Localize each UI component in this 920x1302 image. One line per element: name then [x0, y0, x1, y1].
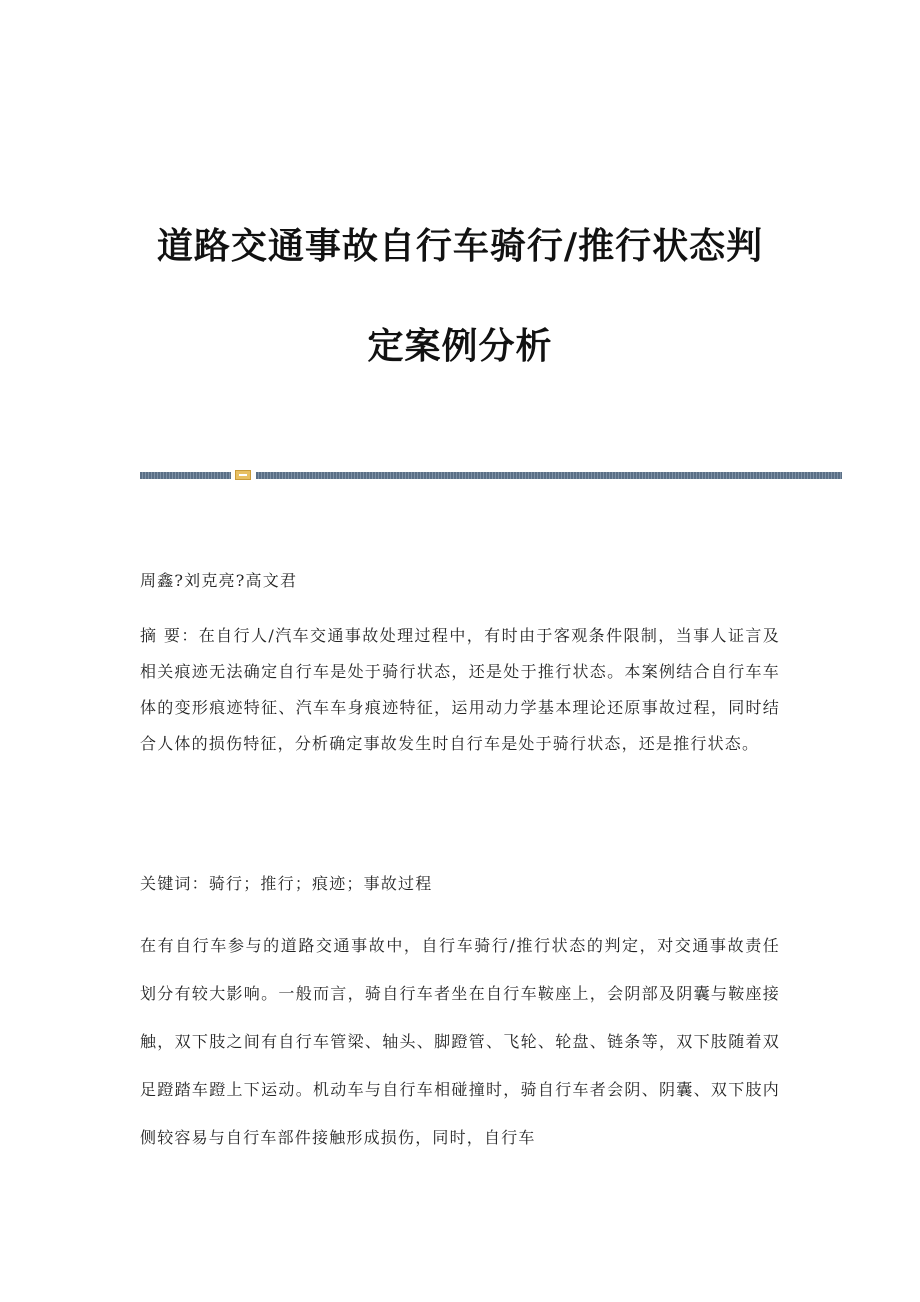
divider-bar-right: [256, 472, 842, 479]
keywords-section: [140, 866, 780, 902]
body-paragraph-text: 在有自行车参与的道路交通事故中，自行车骑行/推行状态的判定，对交通事故责任划分有较大影响。一般而言，骑自行车者坐在自行车鞍座上，会阴部及阴囊与鞍座接触，双下肢之间有自行车管梁、轴头、脚蹬管、飞轮、轮盘、链条等，双下肢随着双足蹬踏车蹬上下运动。机动车与自行车相碰撞时，骑自行车者会阴、阴囊、双下肢内侧较容易与自行车部件接触形成损伤，同时，自行车: [140, 936, 780, 1147]
divider-bar-left: [140, 472, 231, 479]
keywords-text: 骑行；推行；痕迹；事故过程: [208, 874, 433, 893]
divider-ornament-icon: [235, 470, 251, 480]
title-divider: [140, 470, 842, 480]
abstract-text: 在自行人/汽车交通事故处理过程中，有时由于客观条件限制，当事人证言及相关痕迹无法确定自行车是处于骑行状态，还是处于推行状态。本案例结合自行车车体的变形痕迹特征、汽车车身痕迹特征，运用动力学基本理论还原事故过程，同时结合人体的损伤特征，分析确定事故发生时自行车是处于骑行状态，还是推行状态。: [140, 626, 780, 753]
authors-line: 周鑫?刘克亮?高文君: [140, 571, 298, 590]
keywords-label: 关键词：: [140, 874, 209, 893]
abstract-label: 摘 要：: [140, 626, 199, 645]
document-title-line-2: 定案例分析: [367, 326, 553, 367]
abstract-section: [140, 618, 780, 762]
body-paragraph: [140, 922, 780, 1162]
document-title-line-1: 道路交通事故自行车骑行/推行状态判: [156, 226, 764, 267]
